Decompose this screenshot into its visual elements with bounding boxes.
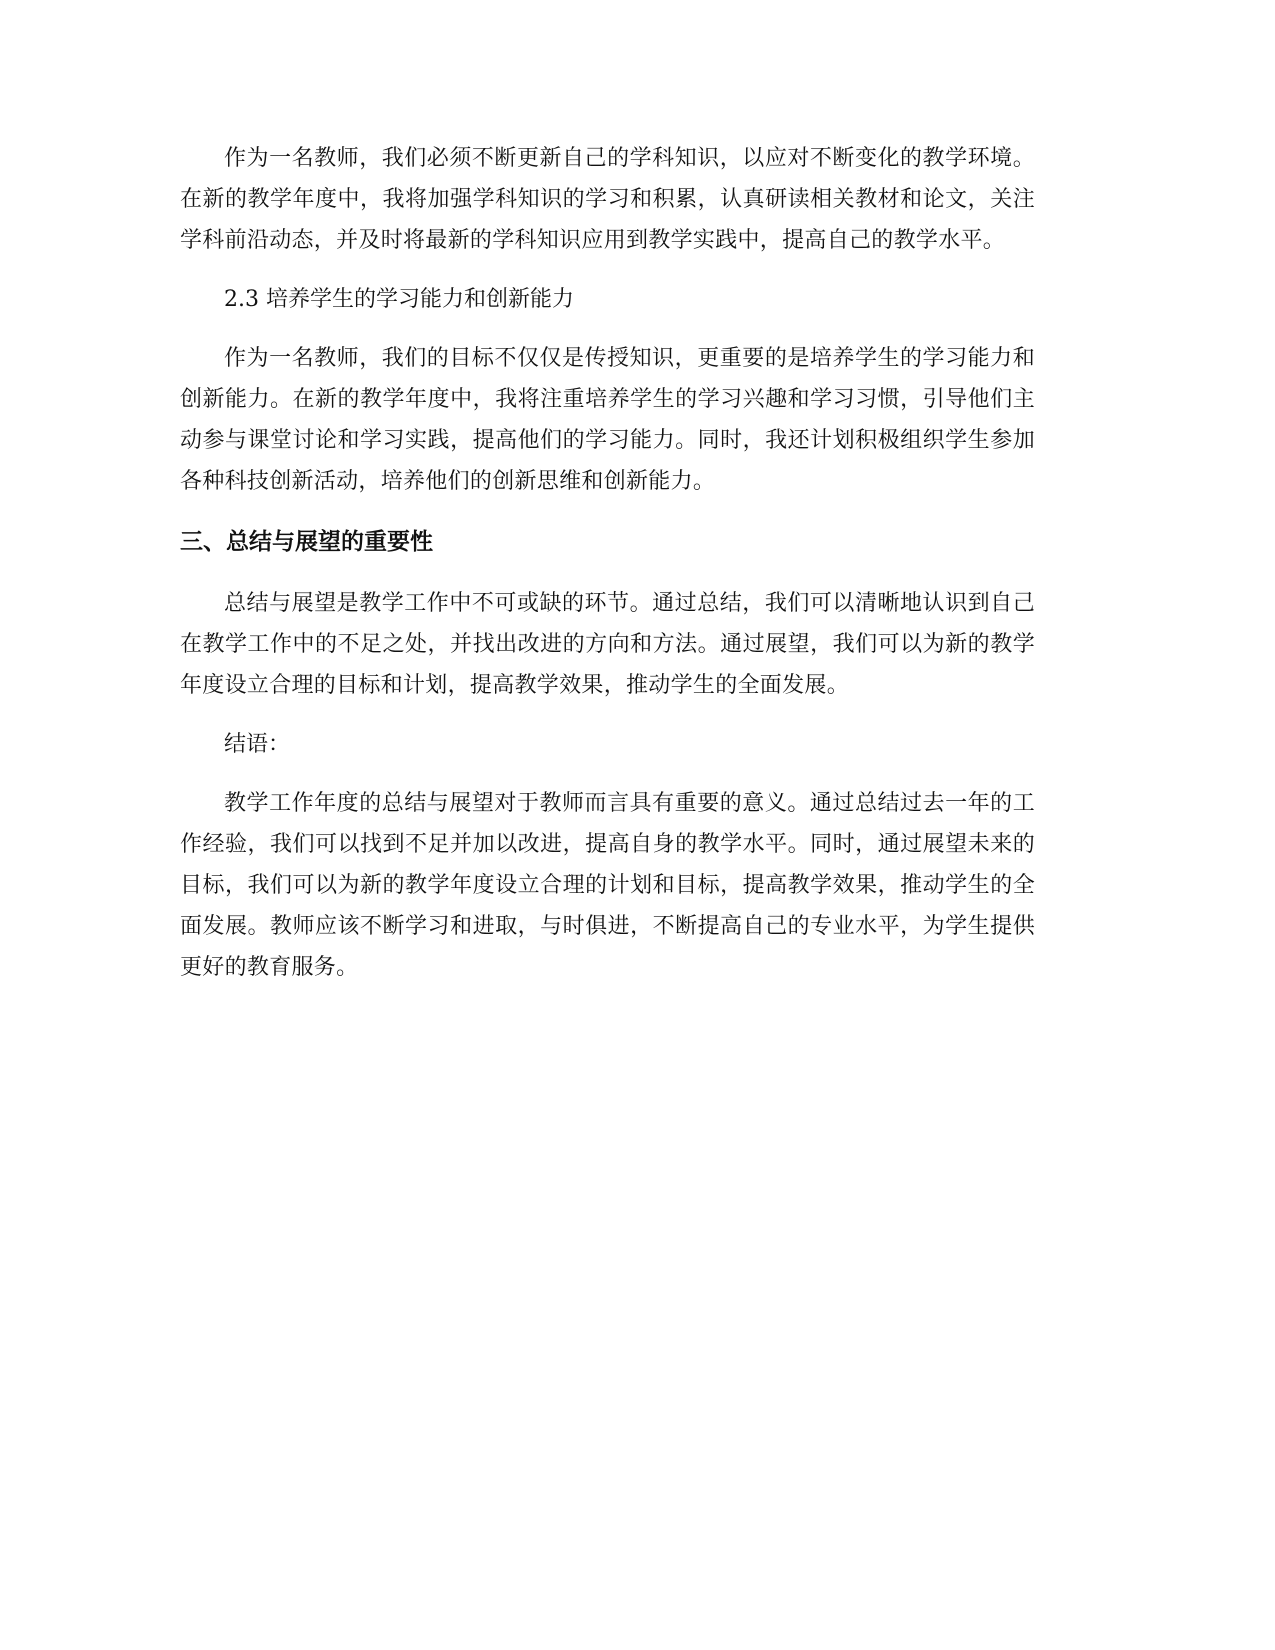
conclusion-label: 结语： [224,732,291,757]
paragraph-conclusion: 教学工作年度的总结与展望对于教师而言具有重要的意义。通过总结过去一年的工作经验，我们可以找到不足并加以改进，提高自身的教学水平。同时，通过展望未来的目标，我们可以为新的教学年度设立合理的计划和目标，提高教学效果，推动学生的全面发展。教师应该不断学习和进取，与时俱进，不断提高自己的专业水平，为学生提供更好的教育服务。 [180,791,1035,980]
paragraph-subject-knowledge: 作为一名教师，我们必须不断更新自己的学科知识，以应对不断变化的教学环境。在新的教学年度中，我将加强学科知识的学习和积累，认真研读相关教材和论文，关注学科前沿动态，并及时将最新的学科知识应用到教学实践中，提高自己的教学水平。 [180,146,1035,253]
paragraph-student-abilities: 作为一名教师，我们的目标不仅仅是传授知识，更重要的是培养学生的学习能力和创新能力。在新的教学年度中，我将注重培养学生的学习兴趣和学习习惯，引导他们主动参与课堂讨论和学习实践，提高他们的学习能力。同时，我还计划积极组织学生参加各种科技创新活动，培养他们的创新思维和创新能力。 [180,346,1035,494]
document-body [180,138,1035,988]
paragraph-summary-importance: 总结与展望是教学工作中不可或缺的环节。通过总结，我们可以清晰地认识到自己在教学工作中的不足之处，并找出改进的方向和方法。通过展望，我们可以为新的教学年度设立合理的目标和计划，提高教学效果，推动学生的全面发展。 [180,591,1035,698]
subheading-cultivate-abilities: 2.3 培养学生的学习能力和创新能力 [224,287,574,312]
section-heading-importance: 三、总结与展望的重要性 [180,529,433,555]
